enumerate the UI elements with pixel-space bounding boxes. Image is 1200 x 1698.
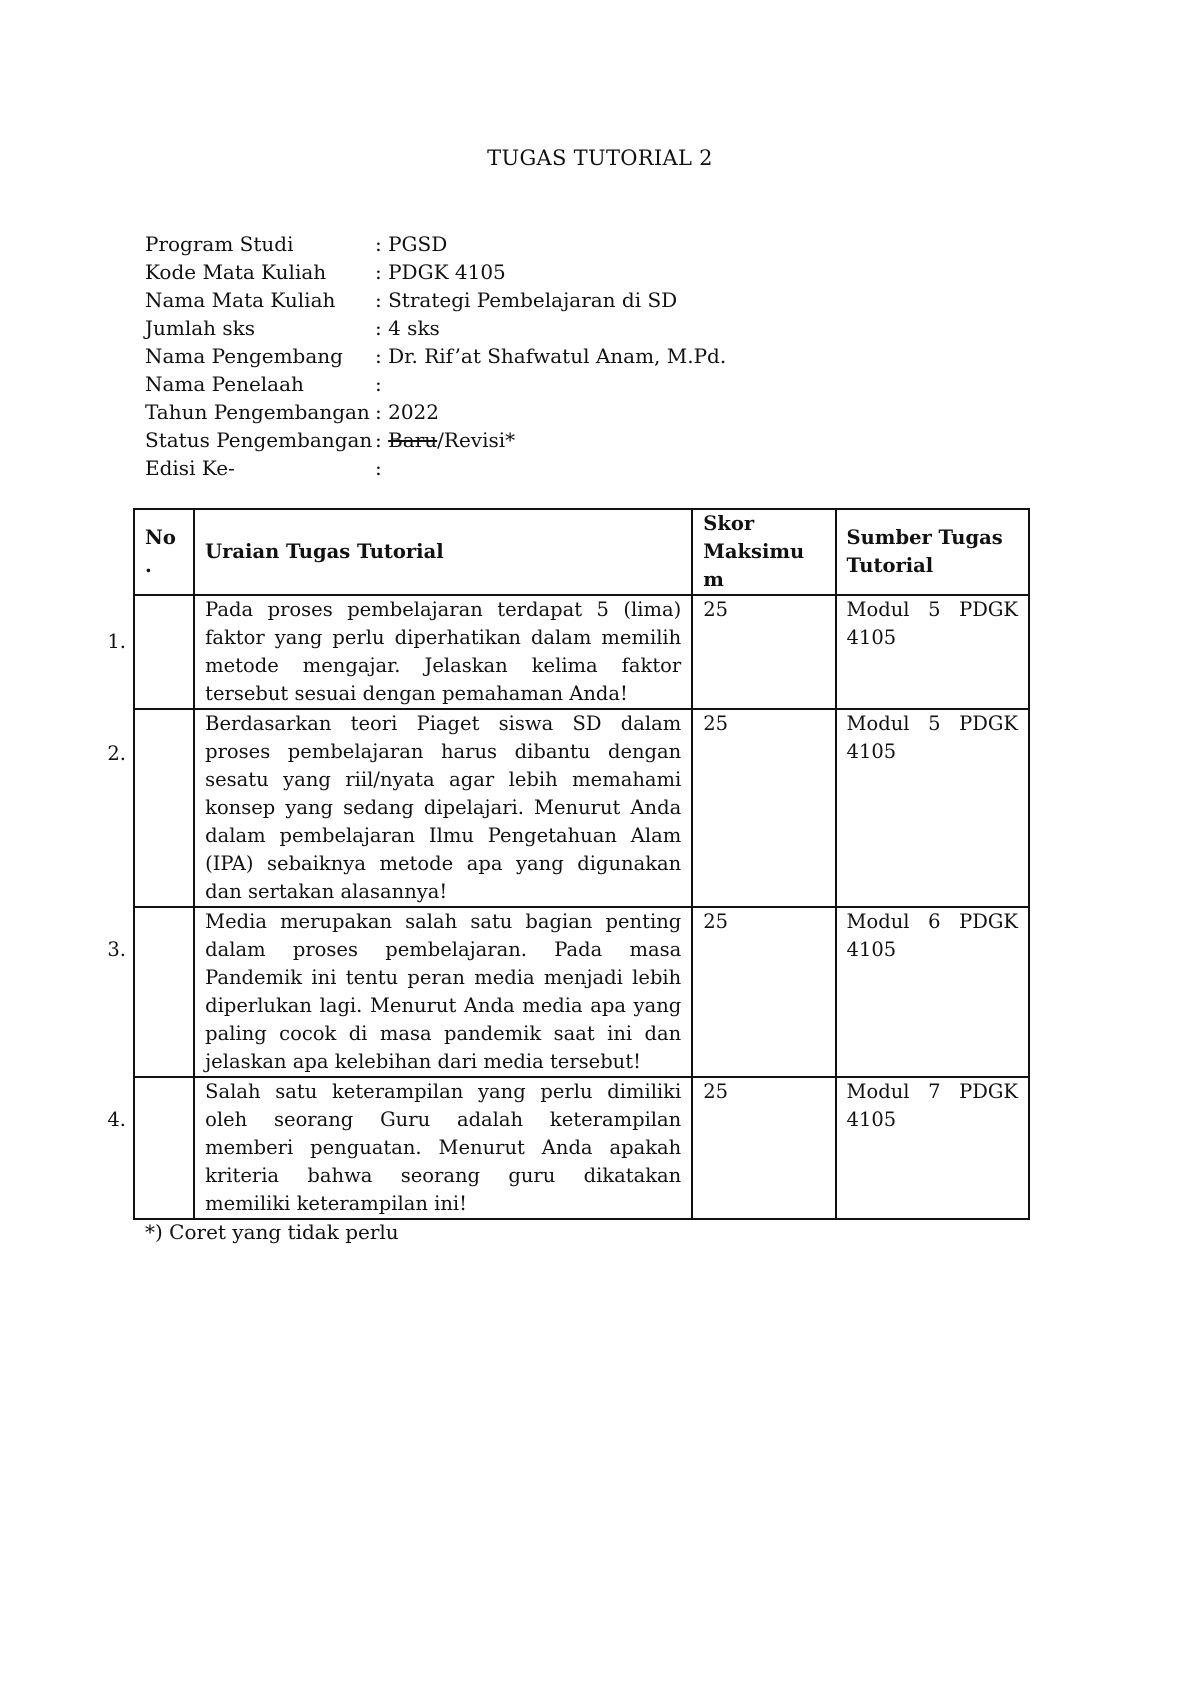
info-label: Nama Mata Kuliah: [145, 288, 336, 312]
task-score: 25: [692, 1077, 835, 1219]
info-row-nama-pengembang: [145, 342, 726, 370]
info-value-prefix: :: [375, 428, 389, 452]
task-source: Modul 5 PDGK 4105: [836, 595, 1029, 709]
info-row-nama-mata-kuliah: [145, 286, 726, 314]
row-number: 3.: [107, 938, 126, 961]
task-score: 25: [692, 907, 835, 1077]
info-value: :: [375, 456, 382, 480]
number-cell: [134, 595, 194, 709]
info-row-kode-mata-kuliah: [145, 258, 726, 286]
table-row: [134, 709, 1029, 907]
task-table: [133, 508, 1030, 1220]
task-source: Modul 6 PDGK 4105: [836, 907, 1029, 1077]
course-info: [145, 230, 726, 482]
row-number: 2.: [107, 742, 126, 765]
number-cell: [134, 1077, 194, 1219]
info-label: Jumlah sks: [145, 316, 256, 340]
info-value: : PGSD: [375, 232, 448, 256]
task-score: 25: [692, 595, 835, 709]
info-value: : PDGK 4105: [375, 260, 506, 284]
info-label: Edisi Ke-: [145, 456, 235, 480]
info-value-rest: /Revisi*: [437, 428, 516, 452]
task-source: Modul 7 PDGK 4105: [836, 1077, 1029, 1219]
task-description: Salah satu keterampilan yang perlu dimiliki oleh seorang Guru adalah keterampilan memberi penguatan. Menurut Anda apakah kriteria bahwa seorang guru dikatakan memiliki keterampilan ini!: [194, 1077, 692, 1219]
info-value: :: [375, 372, 382, 396]
task-source: Modul 5 PDGK 4105: [836, 709, 1029, 907]
row-number: 1.: [107, 630, 126, 653]
info-label: Nama Pengembang: [145, 344, 343, 368]
row-number: 4.: [107, 1108, 126, 1131]
info-label: Nama Penelaah: [145, 372, 304, 396]
task-description: Berdasarkan teori Piaget siswa SD dalam proses pembelajaran harus dibantu dengan sesatu yang riil/nyata agar lebih memahami konsep yang sedang dipelajari. Menurut Anda dalam pembelajaran Ilmu Pengetahuan Alam (IPA) sebaiknya metode apa yang digunakan dan sertakan alasannya!: [194, 709, 692, 907]
header-no: No .: [134, 509, 194, 595]
info-value: [375, 426, 515, 454]
info-value: : Strategi Pembelajaran di SD: [375, 288, 678, 312]
info-label: Status Pengembangan: [145, 428, 373, 452]
info-value: : Dr. Rif’at Shafwatul Anam, M.Pd.: [375, 344, 727, 368]
table-row: [134, 1077, 1029, 1219]
footnote: *) Coret yang tidak perlu: [145, 1220, 399, 1244]
info-row-tahun-pengembangan: [145, 398, 726, 426]
info-row-jumlah-sks: [145, 314, 726, 342]
table-header-row: [134, 509, 1029, 595]
header-description: Uraian Tugas Tutorial: [194, 509, 692, 595]
info-row-program-studi: [145, 230, 726, 258]
info-value: : 4 sks: [375, 316, 440, 340]
table-row: [134, 907, 1029, 1077]
document-title: TUGAS TUTORIAL 2: [487, 146, 713, 170]
struck-option: Baru: [388, 428, 438, 452]
number-cell: [134, 907, 194, 1077]
info-row-edisi: [145, 454, 726, 482]
info-label: Tahun Pengembangan: [145, 400, 370, 424]
header-max-score: Skor Maksimu m: [692, 509, 835, 595]
header-source: Sumber Tugas Tutorial: [836, 509, 1029, 595]
task-description: Pada proses pembelajaran terdapat 5 (lima) faktor yang perlu diperhatikan dalam memilih metode mengajar. Jelaskan kelima faktor tersebut sesuai dengan pemahaman Anda!: [194, 595, 692, 709]
info-value: : 2022: [375, 400, 439, 424]
task-score: 25: [692, 709, 835, 907]
info-row-status-pengembangan: [145, 426, 726, 454]
number-cell: [134, 709, 194, 907]
info-label: Kode Mata Kuliah: [145, 260, 327, 284]
task-description: Media merupakan salah satu bagian penting dalam proses pembelajaran. Pada masa Pandemik ini tentu peran media menjadi lebih diperlukan lagi. Menurut Anda media apa yang paling cocok di masa pandemik saat ini dan jelaskan apa kelebihan dari media tersebut!: [194, 907, 692, 1077]
info-row-nama-penelaah: [145, 370, 726, 398]
info-label: Program Studi: [145, 232, 294, 256]
table-row: [134, 595, 1029, 709]
